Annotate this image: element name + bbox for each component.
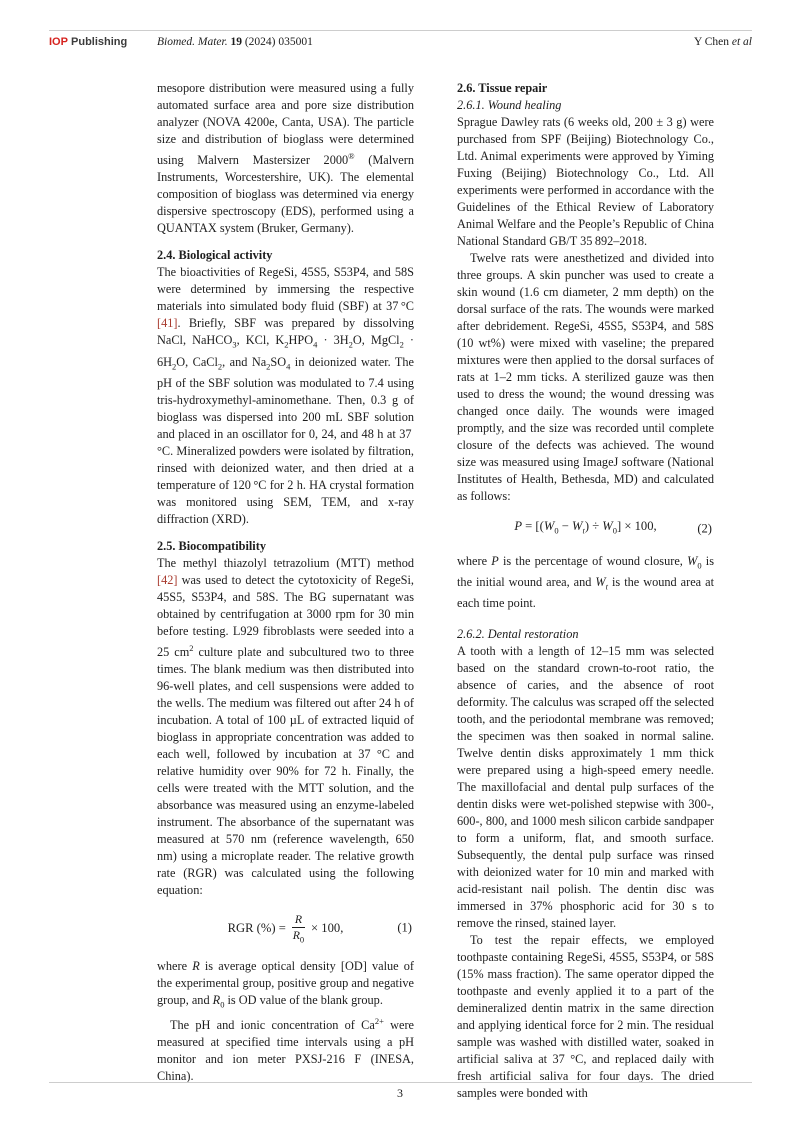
section-heading-2-5: 2.5. Biocompatibility [157, 539, 266, 553]
citation-link-41[interactable]: [41] [157, 316, 178, 331]
footer-rule [49, 1082, 752, 1083]
equation-1-numerator: R [292, 912, 305, 928]
publisher-name: Publishing [67, 36, 128, 48]
equation-1-rhs: × 100, [311, 920, 344, 935]
page-header [49, 30, 752, 48]
para-2-4-text-after-citation: . Briefly, SBF was prepared by dissolving NaCl, NaHCO$_3$, KCl, $K_2HPO_4 \cdot 3H_2O$, MgCl$_2$ · $6H_2O$, CaCl$_2$, and $Na_2SO_4$ in deionized water. The pH of the SBF solution was modulated to 7.4 using tris-hydroxymethyl-aminomethane. Then, 0.3 g of bioglass was dispersed into 200 mL SBF solution and placed in an oscillator for 0, 24, and 48 h at 37 °C. Mineralized powders were isolated by filtration, rinsed with deionized water, and then dried at a temperature of 120 °C for 2 h. HA crystal formation was monitored using SEM, TEM, and x-ray diffraction (XRD). [157, 316, 414, 526]
section-heading-2-6: 2.6. Tissue repair [457, 81, 548, 95]
subsection-heading-2-6-1: 2.6.1. Wound healing [457, 98, 562, 112]
paragraph-wound-healing-2: Twelve rats were anesthetized and divided into three groups. A skin puncher was used to create a skin wound (1.6 cm diameter, 2 mm depth) on the dorsal surface of the rats. The wounds were marked after debridement. RegeSi, 45S5, S53P4, and 58S (10 wt%) were mixed with vaseline; the prepared mixtures were then applied to the dorsal surfaces of rats at 1–2 mm ticks. A sterilized gauze was then used to dress the wound; the wound dressing was changed once daily. The wounds were imaged promptly, and the size was recorded until complete closure of the defects was achieved. The wound size was measured using ImageJ software (National Institutes of Health, Bethesda, MD) and calculated as follows: [457, 251, 714, 503]
page-number: 3 [397, 1086, 403, 1100]
para-2-5-text-before-citation: The methyl thiazolyl tetrazolium (MTT) method [157, 556, 414, 570]
equation-1-number: (1) [397, 920, 412, 935]
paragraph-biocompatibility [157, 555, 414, 899]
para-2-5-text-after-citation: was used to detect the cytotoxicity of RegeSi, 45S5, S53P4, and 58S. The BG supernatant was obtained by centrifugation at 3000 rpm for 30 min before testing. L929 fibroblasts were seeded into a 25 $cm^2$ culture plate and subcultured two to three times. The blank medium was then distributed into 96-well plates, and cell suspensions were added to the wells. The medium was filtered out after 24 h of incubation. A total of 100 µL of extracted liquid of bioglass in appropriate concentration was added to each well, followed by incubation at 37 °C and relative humidity over 90% for 72 h. Finally, the cells were treated with the MTT solution, and the absorbance was measured using an enzyme-labeled instrument. The absorbance of the supernatant was measured at 570 nm (reference wavelength, 650 nm) using a microplate reader. The relative growth rate (RGR) was calculated using the following equation: [157, 573, 414, 898]
article-body [157, 80, 714, 1102]
iop-logo-text: IOP [49, 36, 68, 48]
equation-2-number: (2) [697, 521, 712, 536]
journal-citation: Biomed. Mater. 19 (2024) 035001 [157, 36, 313, 48]
section-heading-2-4: 2.4. Biological activity [157, 248, 273, 263]
subsection-heading-2-6-2: 2.6.2. Dental restoration [457, 627, 579, 642]
paragraph-methods-continuation: mesopore distribution were measured using a fully automated surface area and pore size distribution analyzer (NOVA 4200e, Canta, USA). The particle size and distribution of bioglass were determined using Malvern Mastersizer 2000® (Malvern Instruments, Worcestershire, UK). The elemental composition of bioglass was determined via energy dispersive spectroscopy (EDS), performed using a QUANTAX system (Bruker, Germany). [157, 81, 415, 236]
equation-1-fraction [292, 912, 305, 945]
paragraph-dental-restoration-2: To test the repair effects, we employed toothpaste containing RegeSi, 45S5, S53P4, or 58S (15% mass fraction). The same operator dipped the toothpaste and evenly applied it to a part of the demineralized dentin matrix in the same direction and applying identical force for 2 min. The residual sample was washed with distilled water, soaked in artificial saliva at 37 °C, and replaced daily with fresh artificial saliva for four days. The dried samples were bonded with [457, 933, 714, 1101]
equation-1 [157, 912, 414, 945]
paragraph-ph-measurement: The pH and ionic concentration of $Ca^{2+}$ were measured at specified time intervals using a pH monitor and ion meter PXSJ-216 F (INESA, China). [157, 1016, 414, 1084]
equation-2-body: $P = [(W_0 - W_t) \div W_0] \times 100$, [514, 519, 657, 536]
equation-2 [457, 518, 714, 540]
right-column [457, 80, 714, 1102]
para-2-4-text-before-citation: The bioactivities of RegeSi, 45S5, S53P4, and 58S were determined by immersing the respective materials into simulated body fluid (SBF) at 37 °C [157, 265, 414, 314]
left-column [157, 80, 414, 1102]
equation-1-denominator: $R_0$ [292, 927, 305, 945]
paragraph-wound-healing-1: Sprague Dawley rats (6 weeks old, 200 ± 3 g) were purchased from SPF (Beijing) Biotechnology Co., Ltd. Animal experiments were approved by Yiming Fuxing (Beijing) Biotechnology Co., Ltd. All experiments were performed in accordance with the Guidelines of the Ethical Review of Laboratory Animal Welfare and the People’s Republic of China National Standard GB/T 35 892–2018. [457, 115, 714, 248]
running-authors: Y Chen et al [693, 36, 752, 48]
paragraph-dental-restoration-1: A tooth with a length of 12–15 mm was selected based on the standard crown-to-root ratio, the absence of caries, and the absence of root deformity. The calculus was scraped off the selected tooth, and the periodontal membrane was removed; the specimen was then soaked in normal saline. Twelve dentin disks approximately 1 mm thick were prepared using a high-speed emery needle. The maxillofacial and dental pulp surfaces of the dentin disks were wet-polished stepwise with 300-, 600-, 800, and 1000 mesh silicon carbide sandpaper to form a uniform, flat, and smooth surface. Subsequently, the dental pulp surface was rinsed with deionized water for 10 min and marked with acid-resistant nail polish. The dentin disc was immersed in 37% phosphoric acid for 30 s to remove the rinsed, stained layer. [457, 644, 714, 931]
paragraph-rgr-definition: where R is average optical density [OD] value of the experimental group, positive group and negative group, and $R_0$ is OD value of the blank group. [157, 958, 414, 1010]
paragraph-biological-activity [157, 264, 414, 528]
paragraph-wound-closure-definition: where P is the percentage of wound closure, $W_0$ is the initial wound area, and $W_t$ is the wound area at each time point. [457, 553, 714, 611]
citation-link-42[interactable]: [42] [157, 573, 178, 587]
equation-1-lhs: RGR (%) = [227, 920, 286, 935]
publisher-logo [49, 36, 157, 48]
